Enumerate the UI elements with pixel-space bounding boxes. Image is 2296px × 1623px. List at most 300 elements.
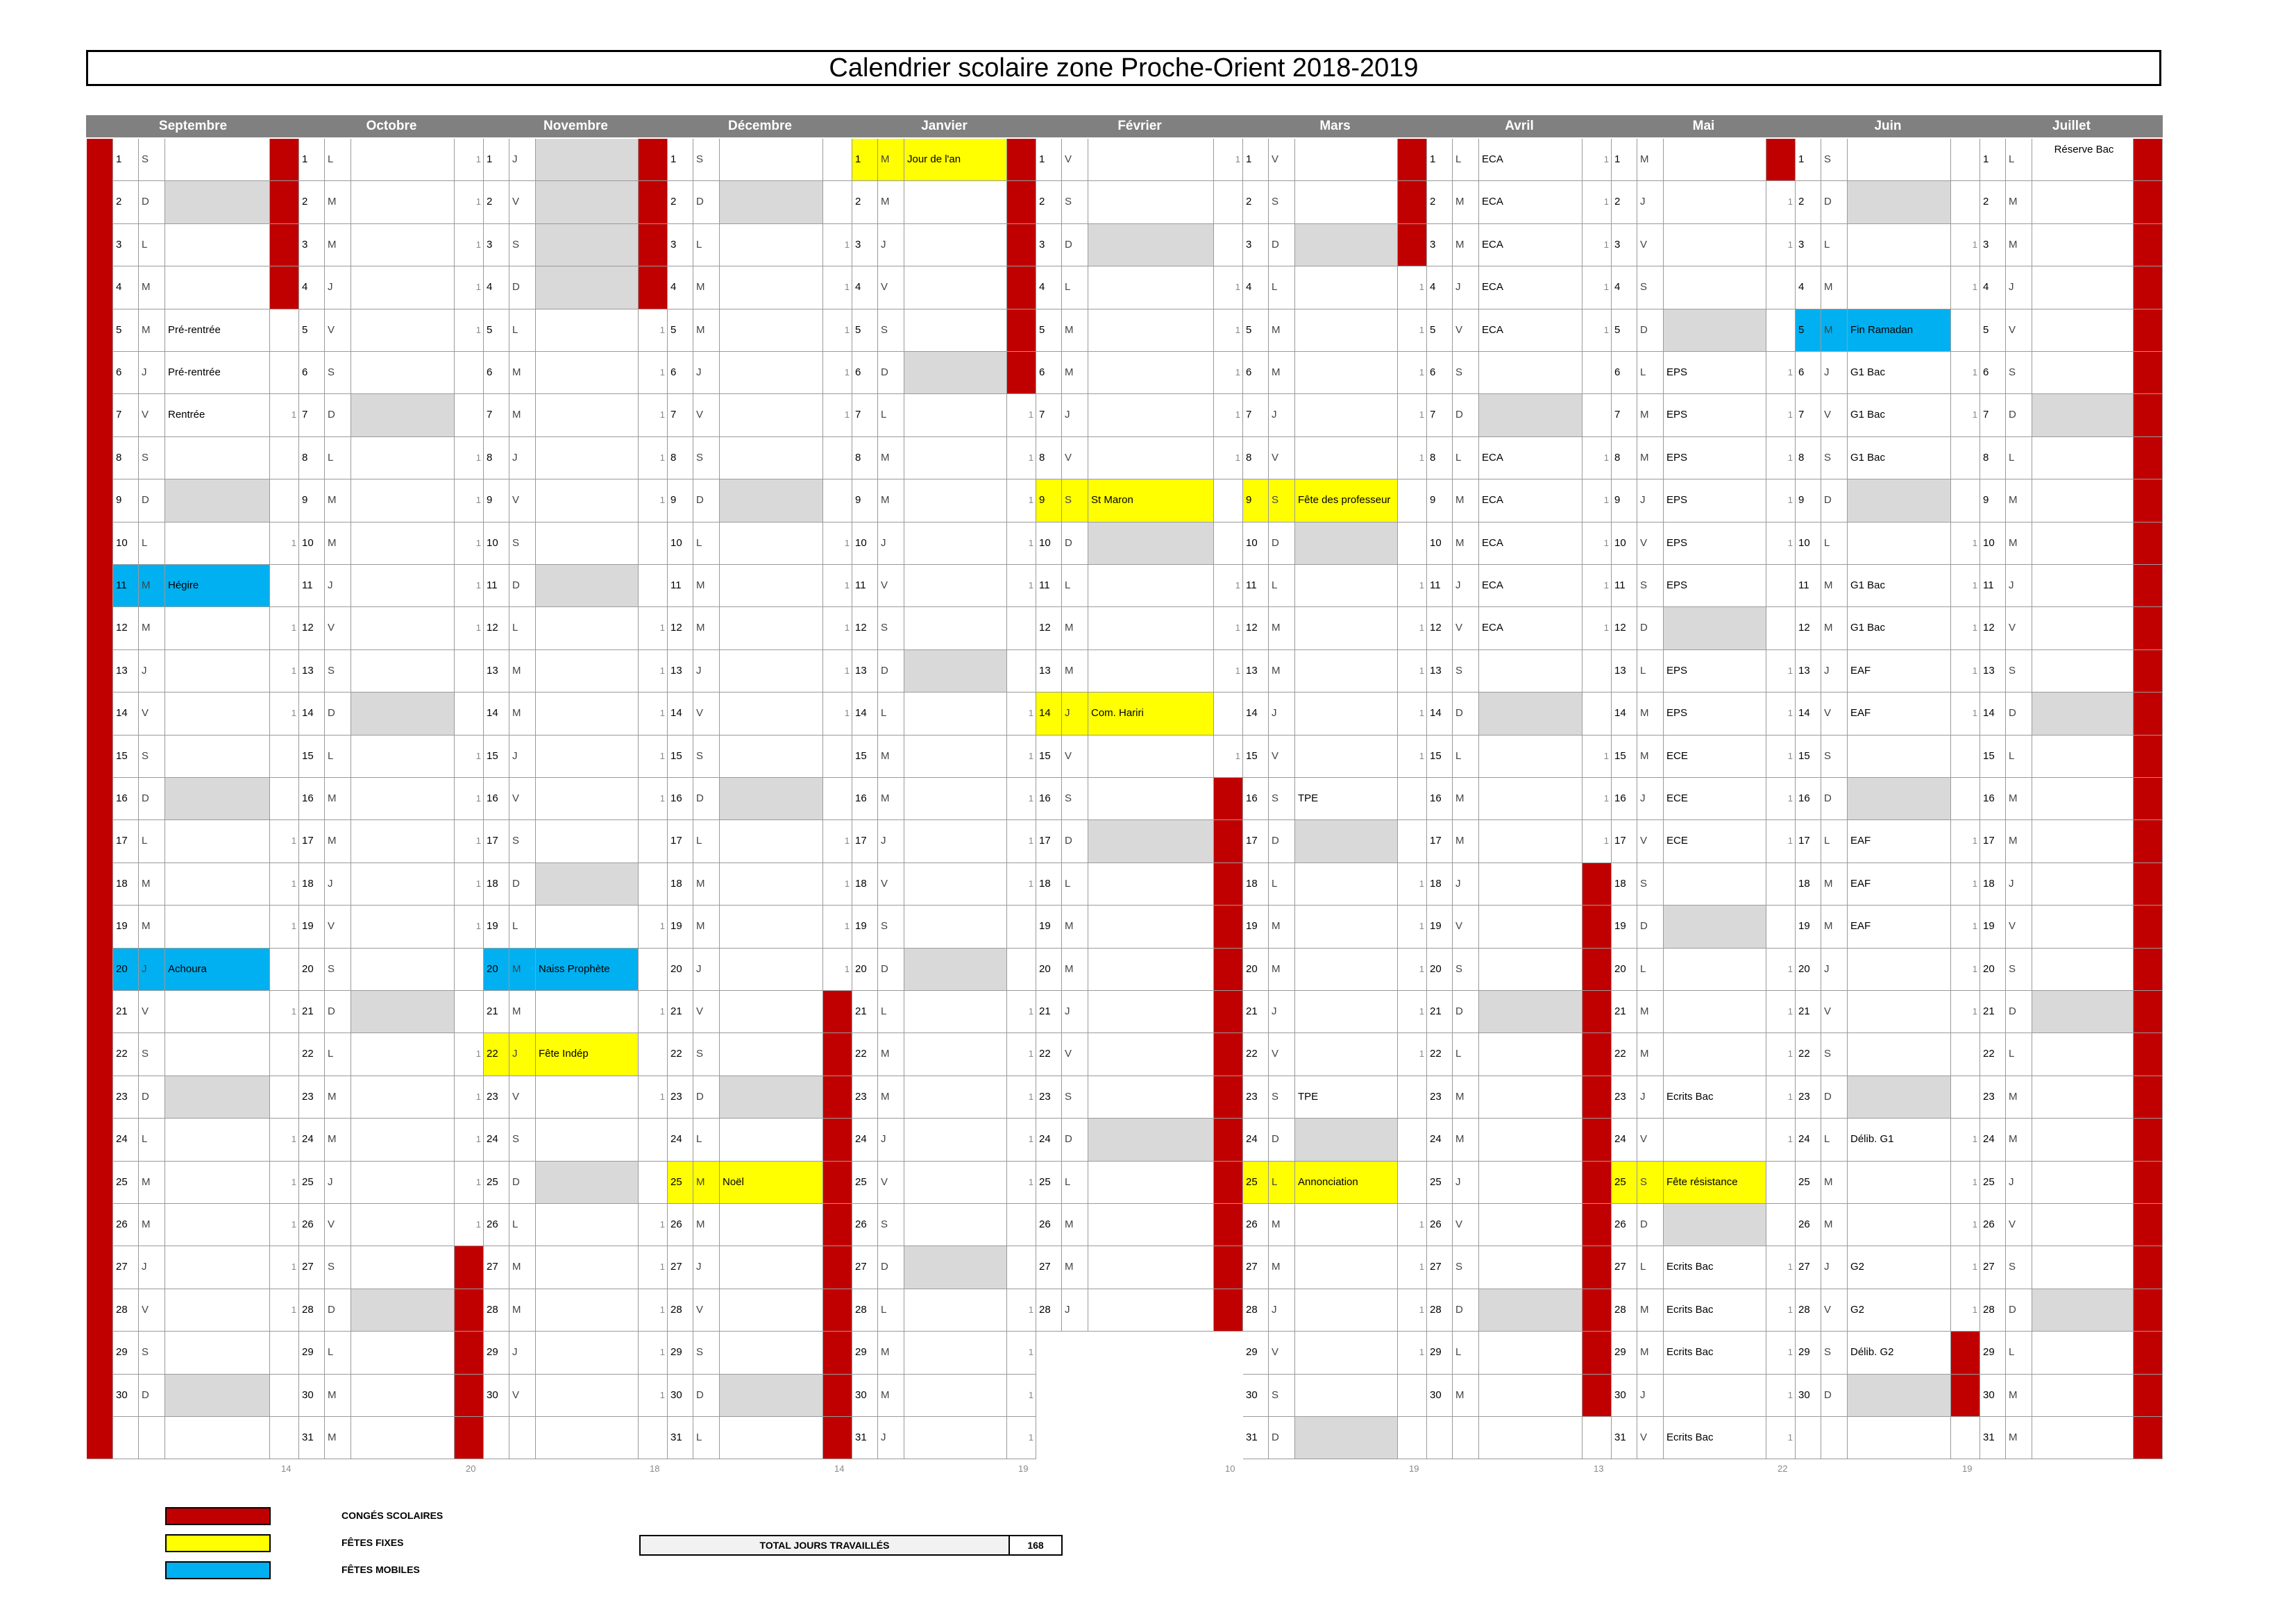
month-total: 19 [1018, 1463, 1029, 1475]
day-count [823, 139, 852, 181]
day-number: 25 [113, 1162, 139, 1204]
conges-cell [1582, 991, 1612, 1033]
day-letter: L [2006, 1033, 2032, 1076]
day-letter: S [325, 949, 351, 991]
day-number: 17 [1243, 820, 1269, 863]
day-count: 1 [639, 1076, 668, 1119]
day-letter: M [2006, 224, 2032, 266]
day-letter: M [1062, 1246, 1088, 1289]
day-number: 23 [484, 1076, 509, 1119]
day-letter: S [878, 309, 904, 352]
day-label [536, 991, 639, 1033]
conges-cell [639, 266, 668, 309]
day-letter: M [1637, 736, 1664, 778]
day-label [904, 479, 1007, 522]
conges-strip [87, 139, 113, 1459]
day-number: 1 [1243, 139, 1269, 181]
day-number: 19 [299, 906, 325, 948]
day-number: 27 [852, 1246, 878, 1289]
day-label [904, 736, 1007, 778]
day-count: 1 [1951, 394, 1980, 436]
day-count: 1 [1951, 650, 1980, 692]
day-number: 26 [113, 1204, 139, 1246]
day-letter: J [1062, 1289, 1088, 1332]
day-count [455, 692, 484, 735]
day-label [1295, 565, 1398, 607]
day-label: EPS [1664, 394, 1766, 436]
day-label [1848, 181, 1951, 223]
day-label [1295, 1332, 1398, 1374]
day-label: G2 [1848, 1289, 1951, 1332]
day-number: 30 [852, 1375, 878, 1417]
day-count: 1 [1214, 266, 1243, 309]
day-count [455, 352, 484, 394]
day-count: 1 [1007, 863, 1036, 906]
day-label [2032, 820, 2134, 863]
conges-cell [1214, 778, 1243, 820]
day-number: 19 [1427, 906, 1453, 948]
day-number: 23 [668, 1076, 693, 1119]
day-label [2032, 1289, 2134, 1332]
day-letter: M [878, 181, 904, 223]
day-count: 1 [1951, 352, 1980, 394]
day-number: 1 [113, 139, 139, 181]
day-count: 1 [1214, 352, 1243, 394]
day-number: 15 [1427, 736, 1453, 778]
day-number: 12 [852, 607, 878, 649]
day-letter: M [325, 224, 351, 266]
day-letter: D [509, 565, 536, 607]
day-number: 18 [1980, 863, 2006, 906]
day-count [823, 736, 852, 778]
day-label [1848, 224, 1951, 266]
day-label [1088, 820, 1214, 863]
day-count [1007, 1246, 1036, 1289]
day-label: Fin Ramadan [1848, 309, 1951, 352]
day-label: Ecrits Bac [1664, 1332, 1766, 1374]
day-label [351, 139, 455, 181]
day-letter: J [1453, 863, 1479, 906]
day-count: 1 [1951, 863, 1980, 906]
day-label [720, 352, 823, 394]
day-letter: M [1269, 1246, 1295, 1289]
day-count [1766, 906, 1796, 948]
day-count [270, 437, 299, 479]
day-count [270, 778, 299, 820]
day-label [720, 1375, 823, 1417]
day-letter: V [1821, 1289, 1848, 1332]
day-count: 1 [1398, 692, 1427, 735]
day-letter: M [1821, 863, 1848, 906]
conges-cell [1766, 139, 1796, 181]
day-number: 24 [1796, 1119, 1821, 1161]
day-letter: V [1062, 139, 1088, 181]
day-number: 17 [1427, 820, 1453, 863]
day-letter: J [878, 1417, 904, 1459]
day-count: 1 [1766, 224, 1796, 266]
day-label [1088, 1119, 1214, 1161]
day-letter: S [1821, 736, 1848, 778]
day-number: 4 [1427, 266, 1453, 309]
day-label [720, 266, 823, 309]
conges-cell [1214, 991, 1243, 1033]
legend-label-conges: CONGÉS SCOLAIRES [341, 1510, 444, 1521]
day-label [1295, 522, 1398, 565]
day-letter: S [139, 1332, 165, 1374]
day-count: 1 [1582, 437, 1612, 479]
day-label [351, 522, 455, 565]
day-number: 7 [852, 394, 878, 436]
conges-cell [455, 1375, 484, 1417]
day-count: 1 [1951, 522, 1980, 565]
day-label [536, 1417, 639, 1459]
day-number: 2 [1427, 181, 1453, 223]
day-count: 1 [639, 309, 668, 352]
day-number: 4 [299, 266, 325, 309]
day-label [904, 1076, 1007, 1119]
day-number: 29 [1612, 1332, 1637, 1374]
day-number: 28 [299, 1289, 325, 1332]
day-letter: J [693, 1246, 720, 1289]
day-letter: M [325, 522, 351, 565]
day-count: 1 [455, 778, 484, 820]
conges-cell [2134, 736, 2163, 778]
day-label [1295, 1417, 1398, 1459]
day-number: 31 [1612, 1417, 1637, 1459]
day-label [536, 1119, 639, 1161]
day-count: 1 [823, 224, 852, 266]
day-letter: M [693, 309, 720, 352]
day-label [1088, 1076, 1214, 1119]
day-letter: S [1269, 778, 1295, 820]
day-number: 14 [113, 692, 139, 735]
day-count [1398, 522, 1427, 565]
day-letter: M [693, 266, 720, 309]
day-count [1398, 1417, 1427, 1459]
day-letter: D [1453, 692, 1479, 735]
day-number: 3 [1796, 224, 1821, 266]
day-letter: D [693, 778, 720, 820]
day-label [165, 1204, 270, 1246]
day-letter: S [1453, 352, 1479, 394]
day-label: Naiss Prophète [536, 949, 639, 991]
day-count [1007, 650, 1036, 692]
day-letter: D [1062, 1119, 1088, 1161]
day-letter: M [1269, 607, 1295, 649]
day-number: 10 [852, 522, 878, 565]
day-letter: M [325, 1417, 351, 1459]
day-number: 15 [299, 736, 325, 778]
conges-cell [2134, 692, 2163, 735]
day-number: 14 [299, 692, 325, 735]
day-count: 1 [1007, 1162, 1036, 1204]
day-letter: D [878, 949, 904, 991]
day-count: 1 [823, 565, 852, 607]
day-number: 14 [1036, 692, 1062, 735]
day-number: 23 [1612, 1076, 1637, 1119]
day-label [165, 906, 270, 948]
day-count: 1 [1214, 437, 1243, 479]
day-label [165, 991, 270, 1033]
day-letter: M [1453, 1119, 1479, 1161]
total-label: TOTAL JOURS TRAVAILLÉS [641, 1536, 1010, 1554]
day-number: 8 [1243, 437, 1269, 479]
day-number: 12 [668, 607, 693, 649]
day-letter: V [509, 1375, 536, 1417]
day-number: 11 [668, 565, 693, 607]
day-label [165, 1246, 270, 1289]
day-letter: V [139, 991, 165, 1033]
day-count: 1 [639, 991, 668, 1033]
day-label [2032, 736, 2134, 778]
day-count: 1 [1766, 820, 1796, 863]
day-number: 21 [1980, 991, 2006, 1033]
conges-cell [2134, 437, 2163, 479]
day-letter: S [1269, 1375, 1295, 1417]
day-label [1664, 309, 1766, 352]
day-label [720, 394, 823, 436]
day-letter: D [325, 1289, 351, 1332]
day-label [1295, 692, 1398, 735]
day-label [904, 863, 1007, 906]
day-label: EAF [1848, 820, 1951, 863]
month-total: 14 [834, 1463, 845, 1475]
day-letter: M [325, 479, 351, 522]
day-letter: V [1269, 1033, 1295, 1076]
day-count: 1 [823, 394, 852, 436]
day-number: 5 [1243, 309, 1269, 352]
day-label [1848, 479, 1951, 522]
day-label [536, 181, 639, 223]
day-label [1479, 1076, 1582, 1119]
day-label [2032, 1375, 2134, 1417]
day-letter: J [325, 565, 351, 607]
day-count: 1 [1007, 820, 1036, 863]
day-number: 31 [668, 1417, 693, 1459]
day-count: 1 [1582, 565, 1612, 607]
day-number: 16 [1612, 778, 1637, 820]
day-number: 8 [852, 437, 878, 479]
day-letter: M [1821, 266, 1848, 309]
day-letter: L [2006, 1332, 2032, 1374]
day-number: 19 [1243, 906, 1269, 948]
day-number: 5 [1796, 309, 1821, 352]
day-count: 1 [639, 1289, 668, 1332]
day-letter: M [509, 650, 536, 692]
day-letter: J [509, 736, 536, 778]
conges-cell [1214, 1204, 1243, 1246]
day-label [720, 949, 823, 991]
day-label [1295, 1289, 1398, 1332]
day-letter: S [1062, 181, 1088, 223]
day-letter: D [1637, 607, 1664, 649]
conges-cell [2134, 181, 2163, 223]
day-count: 1 [455, 181, 484, 223]
day-letter: M [1637, 1033, 1664, 1076]
day-letter: M [693, 906, 720, 948]
day-label [536, 692, 639, 735]
day-label [1848, 778, 1951, 820]
day-count: 1 [455, 1204, 484, 1246]
conges-cell [1214, 1033, 1243, 1076]
day-label [1479, 1162, 1582, 1204]
day-count: 1 [1398, 863, 1427, 906]
day-number: 13 [1427, 650, 1453, 692]
day-label [2032, 352, 2134, 394]
day-label [904, 1289, 1007, 1332]
day-number: 8 [484, 437, 509, 479]
day-label [1088, 778, 1214, 820]
day-letter: S [1062, 1076, 1088, 1119]
day-label [1295, 607, 1398, 649]
day-count [1398, 479, 1427, 522]
day-letter: S [139, 736, 165, 778]
day-letter: L [1062, 266, 1088, 309]
day-count: 1 [1007, 437, 1036, 479]
day-letter: J [1062, 991, 1088, 1033]
day-letter: D [325, 394, 351, 436]
day-label [351, 1033, 455, 1076]
day-number: 7 [1427, 394, 1453, 436]
day-number: 8 [299, 437, 325, 479]
day-label [165, 1417, 270, 1459]
day-number [113, 1417, 139, 1459]
day-letter: M [325, 1076, 351, 1119]
day-letter [509, 1417, 536, 1459]
day-label [904, 394, 1007, 436]
day-count: 1 [1582, 224, 1612, 266]
day-label [165, 607, 270, 649]
conges-cell [1582, 1033, 1612, 1076]
day-label: EPS [1664, 352, 1766, 394]
day-label [536, 607, 639, 649]
day-count: 1 [1582, 522, 1612, 565]
day-label [904, 1246, 1007, 1289]
day-count: 1 [639, 1332, 668, 1374]
day-letter: D [693, 479, 720, 522]
day-number: 7 [484, 394, 509, 436]
day-label [2032, 394, 2134, 436]
day-number: 14 [1796, 692, 1821, 735]
day-label [1848, 736, 1951, 778]
day-number: 13 [1243, 650, 1269, 692]
day-label [165, 820, 270, 863]
day-label [904, 1417, 1007, 1459]
day-number: 3 [113, 224, 139, 266]
day-number: 2 [299, 181, 325, 223]
day-letter: V [1269, 736, 1295, 778]
day-number: 6 [1612, 352, 1637, 394]
day-number: 1 [1980, 139, 2006, 181]
day-letter: M [1821, 565, 1848, 607]
day-count: 1 [1951, 565, 1980, 607]
day-letter: S [2006, 352, 2032, 394]
day-letter: V [693, 692, 720, 735]
day-label: ECA [1479, 522, 1582, 565]
day-count: 1 [1582, 266, 1612, 309]
day-letter: J [693, 650, 720, 692]
day-count: 1 [639, 1246, 668, 1289]
conges-cell [2134, 394, 2163, 436]
day-letter: S [1269, 479, 1295, 522]
day-count: 1 [639, 1375, 668, 1417]
day-label: ECE [1664, 820, 1766, 863]
day-letter: L [878, 1289, 904, 1332]
day-letter: D [1269, 224, 1295, 266]
day-count: 1 [455, 906, 484, 948]
day-label: ECE [1664, 778, 1766, 820]
day-count: 1 [1582, 139, 1612, 181]
day-number: 27 [1612, 1246, 1637, 1289]
day-label [720, 1076, 823, 1119]
day-label [2032, 949, 2134, 991]
day-letter: L [139, 224, 165, 266]
day-label: ECA [1479, 479, 1582, 522]
day-label [720, 1119, 823, 1161]
conges-cell [639, 139, 668, 181]
day-letter: M [693, 565, 720, 607]
day-count: 1 [455, 522, 484, 565]
day-number: 21 [1796, 991, 1821, 1033]
day-count: 1 [1951, 1204, 1980, 1246]
day-letter: V [878, 1162, 904, 1204]
day-letter: J [1637, 1375, 1664, 1417]
day-number: 26 [299, 1204, 325, 1246]
day-count: 1 [639, 607, 668, 649]
day-letter: V [325, 309, 351, 352]
day-number: 7 [113, 394, 139, 436]
day-number: 31 [299, 1417, 325, 1459]
day-letter: M [1637, 991, 1664, 1033]
conges-cell [2134, 1246, 2163, 1289]
day-number: 17 [1036, 820, 1062, 863]
day-label [1664, 1204, 1766, 1246]
day-label [165, 139, 270, 181]
day-label [2032, 181, 2134, 223]
day-label [165, 692, 270, 735]
day-count: 1 [270, 1246, 299, 1289]
day-label [1295, 352, 1398, 394]
day-label [1848, 266, 1951, 309]
day-label [1295, 650, 1398, 692]
day-letter: L [1821, 820, 1848, 863]
day-label [1295, 266, 1398, 309]
day-letter: M [139, 906, 165, 948]
day-label [904, 1162, 1007, 1204]
day-label [351, 863, 455, 906]
day-number: 1 [1796, 139, 1821, 181]
day-label [1664, 906, 1766, 948]
day-letter: D [1637, 309, 1664, 352]
day-number: 26 [1427, 1204, 1453, 1246]
day-count: 1 [1766, 181, 1796, 223]
day-label: ECE [1664, 736, 1766, 778]
day-label [1088, 181, 1214, 223]
day-number: 14 [484, 692, 509, 735]
day-count: 1 [1951, 820, 1980, 863]
day-letter: M [325, 820, 351, 863]
day-label [351, 1375, 455, 1417]
day-label [904, 692, 1007, 735]
conges-cell [2134, 522, 2163, 565]
day-letter: J [1821, 352, 1848, 394]
day-label: EPS [1664, 479, 1766, 522]
day-number: 6 [299, 352, 325, 394]
day-number: 1 [1036, 139, 1062, 181]
day-label [720, 181, 823, 223]
day-label [904, 352, 1007, 394]
day-count: 1 [639, 479, 668, 522]
